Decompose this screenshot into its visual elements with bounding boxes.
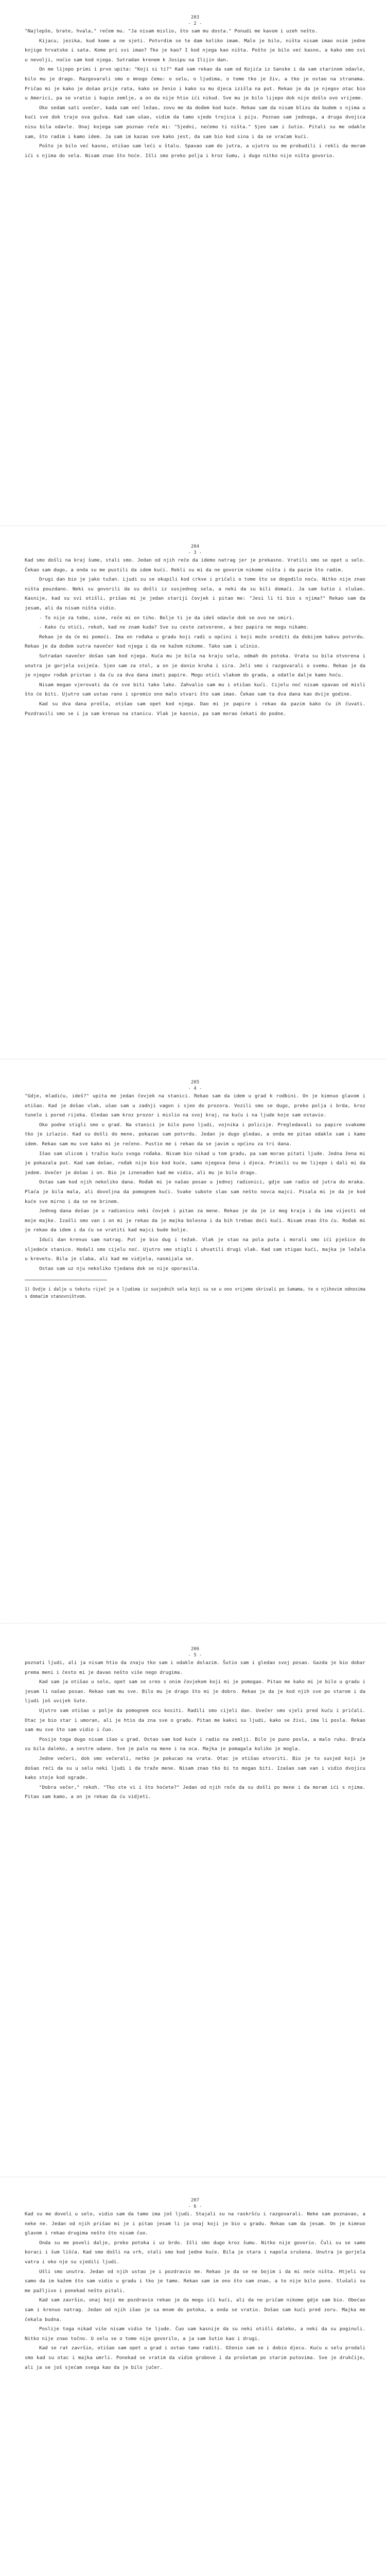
paragraph: Poslije toga nikad više nisam vidio te ljude. Čuo sam kasnije da su neki otišli daleko, a neki da su poginuli. Nitko nije znao točno. U selu se o tome nije govorilo, a ja sam šutio kao i drugi. bbox=[25, 2326, 365, 2342]
paragraph: Ostao sam uz nju nekoliko tjedana dok se nije oporavila. bbox=[39, 1265, 200, 1272]
document-page bbox=[0, 544, 386, 719]
page-number: 207 bbox=[190, 2198, 200, 2203]
paragraph: "Dobra večer," rekoh. "Tko ste vi i što hoćete?" Jedan od njih reče da su došli po mene i da moram ići s njima. Pitao sam kamo, a on je rekao da ću vidjeti. bbox=[25, 1784, 365, 1800]
paragraph: Onda su me poveli dalje, preko potoka i uz brdo. Išli smo dugo kroz šumu. Nitko nije govorio. Čuli su se samo koraci i šum lišća. Kad smo došli na vrh, stali smo kod jedne kuće. Bila je stara i napola srušena. Unutra je gorjela vatra i oko nje su sjedili ljudi. bbox=[25, 2240, 365, 2265]
paragraph: Nisam mogao vjerovati da će sve biti tako lako. Zahvalio sam mu i otišao kući. Cijelu noć nisam spavao od misli što će biti. Ujutro sam ustao rano i spremio ono malo stvari što sam imao. Čekao sam ta dva dana kao dvije godine. bbox=[25, 682, 365, 698]
paragraph: Kad sam završio, onaj koji me pozdravio rekao je da mogu ići kući, ali da ne pričam nikome gdje sam bio. Obećao sam i krenuo natrag. Jedan od njih išao je sa mnom do potoka, a onda se vratio. Došao sam kući pred zoru. Majka me čekala budna. bbox=[25, 2297, 365, 2323]
paragraph: Kad su dva dana prošla, otišao sam opet kod njega. Dao mi je papire i rekao da pazim kako ću ih čuvati. Pozdravili smo se i ja sam krenuo na stanicu. Vlak je kasnio, pa sam morao čekati do podne. bbox=[25, 701, 365, 717]
document-page bbox=[0, 2197, 386, 2372]
paragraph: Oko sedam sati uvečer, kada sam već ležao, zovu me da dođem kod kuće. Rekao sam da nisam blizu da budem s njima u kući sve dok traje ova gužva. Kad sam ušao, vidim da tamo sjede trojica i piju. Poznao sam jednoga, a druga dvojica nisu bila odavle. Onaj kojega sam poznao reče mi: "Sjedni, nećemo ti ništa." Sjeo sam i šutio. Pitali su me odakle sam, što radim i kamo idem. Ja sam im kazao sve kako jest, da sam bio kod sina i da se vraćam kući. bbox=[25, 105, 365, 140]
page-header bbox=[25, 1646, 365, 1658]
paragraph: Sutradan navečer došao sam kod njega. Kuća mu je bila na kraju sela, odmah do potoka. Vrata su bila otvorena i unutra je gorjela svijeća. Sjeo sam za stol, a on je donio kruha i sira. Jeli smo i razgovarali o svemu. Rekao je da je njegov rođak pristao i da ću za dva dana imati papire. Mogu otići vlakom do grada, a odatle dalje kamo hoću. bbox=[25, 653, 365, 679]
document-page bbox=[0, 14, 386, 161]
paragraph: Ušli smo unutra. Jedan od njih ustao je i pozdravio me. Rekao je da se ne bojim i da mi neće ništa. Htjeli su samo da im kažem što sam vidio u gradu i tko je tamo. Rekao sam im ono što sam znao, a to nije bilo puno. Slušali su me pažljivo i ponekad nešto pitali. bbox=[25, 2268, 365, 2294]
paragraph: Kad smo došli na kraj šume, stali smo. Jedan od njih reče da idemo natrag jer je prekasno. Vratili smo se opet u selo. Čekao sam dugo, a onda su me pustili da idem kući. Rekli su mi da ne govorim nikome ništa i da pazim što radim. bbox=[25, 557, 365, 573]
paragraph: Drugi dan bio je jako tužan. Ljudi su se okupili kod crkve i pričali o tome što se dogodilo noću. Nitko nije znao ništa pouzdano. Neki su govorili da su došli iz susjednog sela, a neki da su bili domaći. Ja sam šutio i slušao. Kasnije, kad su svi otišli, prišao mi je jedan stariji čovjek i pitao me: "Jesi li ti bio s njima?" Rekao sam da jesam, ali da nisam ništa vidio. bbox=[25, 577, 365, 611]
page-subnumber: - 4 - bbox=[188, 1086, 202, 1091]
paragraph: - To nije za tebe, sine, reče mi on tiho. Bolje ti je da ideš odavle dok se ovo ne smiri. bbox=[39, 615, 295, 621]
paragraph: poznati ljudi, ali ja nisam htio da znaju tko sam i odakle dolazim. Šutio sam i gledao svoj posao. Gazda je bio dobar prema meni i često mi je davao nešto više nego drugima. bbox=[25, 1660, 365, 1675]
paragraph: Ostao sam kod njih nekoliko dana. Rođak mi je našao posao u jednoj radionici, gdje sam radio od jutra do mraka. Plaća je bila mala, ali dovoljna da pomognem kući. Svake subote slao sam nešto novca majci. Pisala mi je da je kod kuće sve mirno i da se ne brinem. bbox=[25, 1179, 365, 1205]
paragraph: Kijacu, jezika, kud kome a ne sjeti. Potvrdim se te dam koliko imam. Malo je bilo, ništa nisam imao osim jedne knjige hrvatske i sata. Kome pri svi imao? Tko je kao? I kod njega kao ništa. Pošto je bilo već kasno, a kako smo svi u nevolji, noćio sam kod njega. Sutradan krenem k Josipu na Ilijin dan. bbox=[25, 38, 365, 63]
page-subnumber: - 3 - bbox=[188, 550, 202, 555]
paragraph: Posije toga dugo nisam išao u grad. Ostao sam kod kuće i radio na zemlji. Bilo je puno posla, a malo ruku. Braća su bila daleko, a sestre udane. Sve je palo na mene i na oca. Majka je pomagala koliko je mogla. bbox=[25, 1736, 365, 1752]
footnote: 1) Ovdje i dalje u tekstu riječ je o ljudima iz susjednih sela koji su se u ono vrijeme skrivali po šumama, te o njihovim odnosima s domaćim stanovništvom. bbox=[25, 1286, 365, 1299]
page-header bbox=[25, 14, 365, 27]
paragraph: Kad se rat završio, otišao sam opet u grad i ostao tamo raditi. Oženio sam se i dobio djecu. Kuću u selu prodali smo kad su otac i majka umrli. Ponekad se vratim da vidim grobove i da prošetam po starim putovima. Sve je drukčije, ali ja se još sjećam svega kao da je bilo jučer. bbox=[25, 2345, 365, 2370]
paragraph: Oko podne stigli smo u grad. Na stanici je bilo puno ljudi, vojnika i policije. Pregledavali su papire svakome tko je izlazio. Kad su došli do mene, pokazao sam potvrdu. Jedan je dugo gledao, a onda me pitao odakle sam i kamo idem. Rekao sam mu sve kako mi je rečeno. Pustio me i rekao da se javim u općinu za tri dana. bbox=[25, 1122, 365, 1147]
page-subnumber: - 6 - bbox=[188, 2204, 202, 2209]
paragraph: "Najlepše, brate, hvala," rečem mu. "Ja nisam mislio, što sam mu dosta." Ponudi me kavom i uzeh nešto. bbox=[25, 28, 318, 34]
page-header bbox=[25, 544, 365, 556]
page-header bbox=[25, 1079, 365, 1092]
page-subnumber: - 2 - bbox=[188, 21, 202, 26]
paragraph: Jedne večeri, dok smo večerali, netko je pokucao na vrata. Otac je otišao otvoriti. Bio je to susjed koji je došao reći da su u selu neki ljudi i da traže mene. Nisam znao tko bi to mogao biti. Izašao sam van i vidio dvojicu kako stoje kod ograde. bbox=[25, 1755, 365, 1781]
paragraph: On me lijepo primi i prvo upita: "Koji si ti?" Kad sam rekao da sam od Kojića iz Sanske i da sam starinom odavle, bilo mu je drago. Razgovarali smo o mnogo čemu: o selu, o ljudima, o tome tko je živ, a tko je ostao na stranama. Pričao mi je kako je došao prije rata, kako se ženio i kako su mu djeca izišla na put. Rekao je da je njegov otac bio u Americi, pa se vratio i kupio zemlje, a on da nije htio ići nikud. Sve mu je bilo lijepo dok nije došlo ovo vrijeme. bbox=[25, 66, 365, 101]
paragraph: Kad su me doveli u selo, vidio sam da tamo ima još ljudi. Stajali su na raskršću i razgovarali. Neke sam poznavao, a neke ne. Jedan od njih prišao mi je i pitao jesam li ja onaj koji je bio u gradu. Rekao sam da jesam. On je kimnuo glavom i rekao drugima nešto što nisam čuo. bbox=[25, 2211, 365, 2236]
paragraph: Jednog dana došao je u radionicu neki čovjek i pitao za mene. Rekao je da je iz mog kraja i da ima vijesti od moje majke. Izašli smo van i on mi je rekao da je majka bolesna i da bih trebao doći kući. Nisam znao što ću. Rođak mi je rekao da idem i da ću se vratiti kad majci bude bolje. bbox=[25, 1208, 365, 1233]
page-number: 204 bbox=[190, 544, 200, 549]
page-subnumber: - 5 - bbox=[188, 1653, 202, 1658]
document-page bbox=[0, 1646, 386, 1802]
document-page bbox=[0, 1079, 386, 1304]
page-number: 205 bbox=[190, 1080, 200, 1085]
paragraph: "Gdje, mladiću, ideš?" upita me jedan čovjek na stanici. Rekao sam da idem u grad k rodbini. On je kimnuo glavom i otišao. Kad je došao vlak, ušao sam u zadnji vagon i sjeo do prozora. Vozili smo se dugo, preko polja i brda, kroz tunele i pored rijeka. Gledao sam kroz prozor i mislio na svoj kraj, na kuću i na ljude koje sam ostavio. bbox=[25, 1093, 365, 1118]
paragraph: Idući dan krenuo sam natrag. Put je bio dug i težak. Vlak je stao na pola puta i morali smo ići pješice do sljedeće stanice. Hodali smo cijelu noć. Ujutro smo stigli i uhvatili drugi vlak. Kad sam stigao kući, majka je ležala u krevetu. Bila je slaba, ali kad me vidjela, nasmijala se. bbox=[25, 1236, 365, 1262]
paragraph: Rekao je da će mi pomoći. Ima on rođaka u gradu koji radi u općini i koji može srediti da dobijem kakvu potvrdu. Rekao je da dođem sutra navečer kod njega i da ne kažem nikome. Tako sam i učinio. bbox=[25, 634, 365, 650]
paragraph: - Kako ću otići, rekoh, kad ne znam kuda? Sve su ceste zatvorene, a bez papira ne mogu nikamo. bbox=[39, 624, 309, 631]
paragraph: Išao sam ulicom i tražio kuću svoga rođaka. Nisam bio nikad u tom gradu, pa sam morao pitati ljude. Jedna žena mi je pokazala put. Kad sam došao, rođak nije bio kod kuće, samo njegova žena i djeca. Primili su me lijepo i dali mi da jedem. Uvečer je došao i on. Bio je iznenađen kad me vidio, ali mu je bilo drago. bbox=[25, 1150, 365, 1176]
page-header bbox=[25, 2197, 365, 2210]
paragraph: Ujutro sam otišao u polje da pomognem ocu kositi. Radili smo cijeli dan. Uvečer smo sjeli pred kuću i pričali. Otac je bio star i umoran, ali je htio da zna sve o gradu. Pitao me kakvi su ljudi, kako se živi, ima li posla. Rekao sam mu sve što sam vidio i čuo. bbox=[25, 1707, 365, 1733]
paragraph: Kad sam ja otišao u selo, opet sam se sreo s onim čovjekom koji mi je pomogao. Pitao me kako mi je bilo u gradu i jesam li našao posao. Rekao sam mu sve. Bilo mu je drago što mi je dobro. Rekao je da je kod njih sve po starom i da ljudi još uvijek šute. bbox=[25, 1679, 365, 1704]
paragraph: Pošto je bilo već kasno, otišao sam leći u štalu. Spavao sam do jutra, a ujutro su me probudili i rekli da moram ići s njima do sela. Nisam znao što hoće. Išli smo preko polja i kroz šumu, i dugo nitko nije ništa govorio. bbox=[25, 143, 365, 159]
page-number: 203 bbox=[190, 15, 200, 20]
page-number: 206 bbox=[190, 1647, 200, 1652]
